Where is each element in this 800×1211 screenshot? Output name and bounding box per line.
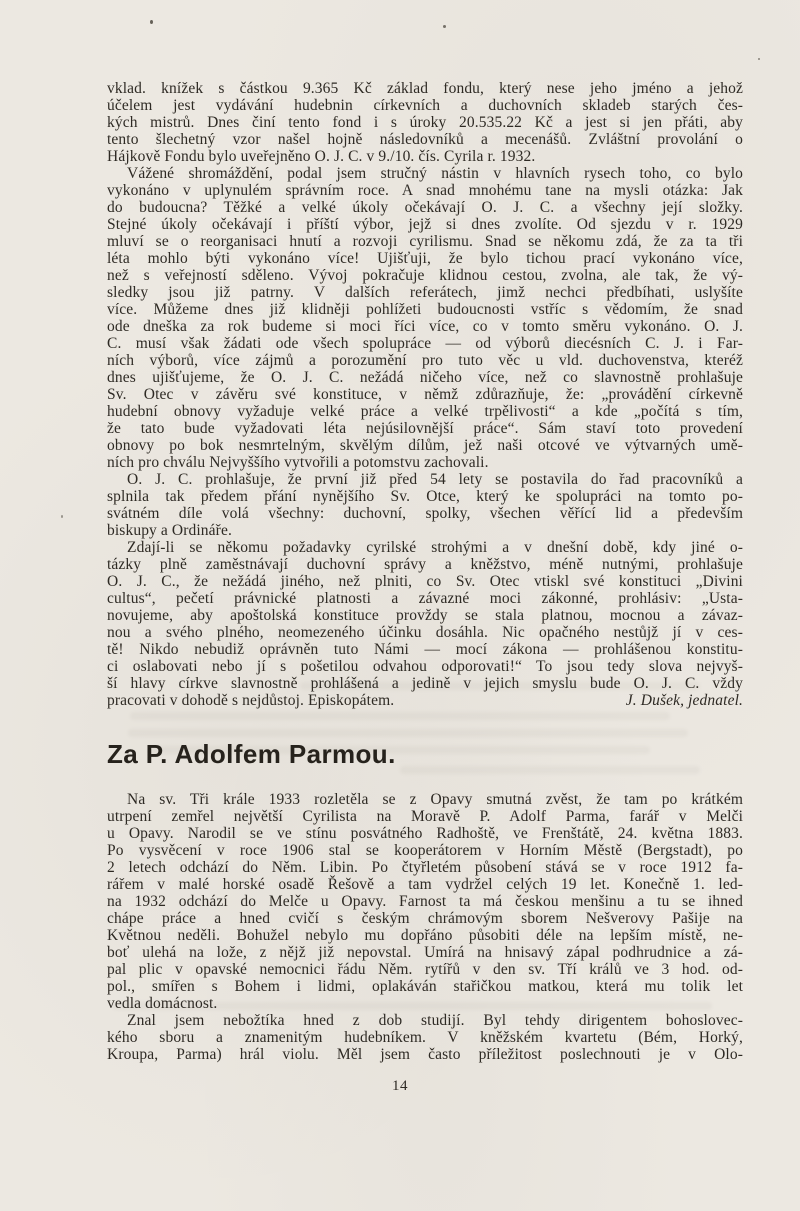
closing-text: pracovati v dohodě s nejdůstoj. Episkopátem. [107, 692, 395, 709]
text-column [107, 80, 743, 1063]
text-line: ních výborů, více zájmů a porozumění pro tuto věc u vld. duchovenstva, kteréž [107, 352, 743, 369]
text-line: kého sboru a znamenitým hudebníkem. V kněžském kvartetu (Bém, Horký, [107, 1029, 743, 1046]
text-line: Po vysvěcení v roce 1906 stal se kooperátorem v Horním Městě (Bergstadt), po [107, 842, 743, 859]
text-line: účelem jest vydávání hudebnin církevních a duchovních skladeb starých čes- [107, 97, 743, 114]
text-line: tázky plně zaměstnávají duchovní správy a kněžstvo, méně nutnými, prohlašuje [107, 556, 743, 573]
text-line: ních pro chválu Nejvyššího vytvořili a potomstvu zachovali. [107, 454, 489, 471]
text-line: Sv. Otec v závěru své konstituce, v němž zdůrazňuje, že: „provádění církevně [107, 386, 743, 403]
signature: J. Dušek, jednatel. [625, 692, 743, 709]
text-line: utrpení zemřel největší Cyrilista na Moravě P. Adolf Parma, farář v Melči [107, 808, 743, 825]
paragraph [107, 539, 743, 709]
paper-speck [150, 20, 153, 24]
signature-line [107, 692, 743, 709]
text-line: pal plic v opavské nemocnici řádu Něm. rytířů v den sv. Tří králů ve 3 hod. od- [107, 961, 743, 978]
paragraph [107, 1012, 743, 1063]
text-line: obnovy po bok nesmrtelným, skvělým dílům, jež naši otcové ve výtvarných umě- [107, 437, 743, 454]
text-line: kých mistrů. Dnes činí tento fond i s úroky 20.535.22 Kč a jest si jen přáti, aby [107, 114, 743, 131]
text-line: vykonáno v uplynulém správním roce. A snad mnohému tane na mysli otázka: Jak [107, 182, 743, 199]
text-line: O. J. C. prohlašuje, že první již před 54 lety se postavila do řad pracovníků a [127, 471, 743, 488]
paper-speck [443, 25, 446, 28]
text-line: C. musí však žádati ode všech spolupráce — od výborů diecésních C. J. i Far- [107, 335, 743, 352]
text-line: ší hlavy církve slavnostně prohlášená a jedině v jejich smyslu bude O. J. C. vždy [107, 675, 743, 692]
text-line: více. Můžeme dnes již klidněji pohlížeti budoucnosti vstříc s vědomím, že snad [107, 301, 743, 318]
text-line: mluví se o reorganisaci hnutí a rozvoji cyrilismu. Snad se někomu zdá, že za ta tři [107, 233, 743, 250]
text-line: tento šlechetný vzor našel hojně následovníků a mecenášů. Zvláštní provolání o [107, 131, 743, 148]
paragraph [107, 165, 743, 471]
text-line: než s veřejností sděleno. Vývoj pokračuje klidnou cestou, zvolna, ale tak, že vý- [107, 267, 743, 284]
text-line: ode dneška za rok budeme si moci říci více, co v tomto směru vykonáno. O. J. [107, 318, 743, 335]
text-line: že tato bude vyžadovati léta nejúsilovnější práce“. Sám staví toto provedení [107, 420, 743, 437]
text-line: vedla domácnost. [107, 995, 218, 1012]
text-line: sledky jsou již patrny. V dalších referátech, jimž nechci předbíhati, uslyšíte [107, 284, 743, 301]
text-line: léta mohlo býti vykonáno více! Ujišťuji, že bylo tichou prací vykonáno více, [107, 250, 743, 267]
text-line: cultus“, pečetí právnické platnosti a závazné moci zákonné, prohlásiv: „Usta- [107, 590, 743, 607]
text-line: hudební obnovy vyžaduje velké práce a velké trpělivosti“ a kde „počítá s tím, [107, 403, 743, 420]
text-line: do budoucna? Těžké a velké úkoly očekávají O. J. C. a všechny její složky. [107, 199, 743, 216]
text-line: Stejné úkoly očekávají i příští výbor, jejž si dnes zvolíte. Od sjezdu v r. 1929 [107, 216, 743, 233]
text-line: Hájkově Fondu bylo uveřejněno O. J. C. v 9./10. čís. Cyrila r. 1932. [107, 148, 536, 165]
text-line: Kroupa, Parma) hrál violu. Měl jsem často příležitost poslechnouti je v Olo- [107, 1046, 743, 1063]
text-line: Květnou neděli. Bohužel nebylo mu dopřáno působiti déle na lepším místě, ne- [107, 927, 743, 944]
text-line: pol., smířen s Bohem i lidmi, oplakáván stařičkou matkou, která mu tolik let [107, 978, 743, 995]
text-line: 2 letech odchází do Něm. Libin. Po čtyřletém působení stává se v roce 1912 fa- [107, 859, 743, 876]
text-line: tě! Nikdo nebudiž oprávněn tuto Námi — mocí zákona — prohlášenou konstitu- [107, 641, 743, 658]
text-line: Vážené shromáždění, podal jsem stručný nástin v hlavních rysech toho, co bylo [127, 165, 743, 182]
paragraph [107, 471, 743, 539]
paper-speck [758, 58, 760, 60]
text-line: nou a svého plného, neomezeného účinku dosáhla. Nic opačného nestůjž jí v ces- [107, 624, 743, 641]
text-line: vklad. knížek s částkou 9.365 Kč základ fondu, který nese jeho jméno a jehož [107, 80, 743, 97]
text-line: biskupy a Ordináře. [107, 522, 232, 539]
page-number: 14 [392, 1078, 408, 1094]
text-line: ci oslabovati nebo jí s pošetilou odvahou odporovati!“ To jsou tedy slova nejvyš- [107, 658, 743, 675]
text-line: na 1932 odchází do Melče u Opavy. Farnost ta má českou menšinu a tu se ihned [107, 893, 743, 910]
text-line: splnila tak předem přání nynějšího Sv. Otce, který ke spolupráci na tomto po- [107, 488, 743, 505]
paragraph [107, 791, 743, 1012]
text-line: chápe práce a hned cvičí s českým chrámovým sborem Nešverovy Pašije na [107, 910, 743, 927]
text-line: O. J. C., že nežádá jiného, než plniti, co Sv. Otec vtiskl své konstituci „Divini [107, 573, 743, 590]
text-line: novujeme, aby apoštolská konstituce provždy se stala platnou, mocnou a závaz- [107, 607, 743, 624]
text-line: rářem v malé horské osadě Řešově a tam vydržel celých 19 let. Konečně 1. led- [107, 876, 743, 893]
text-line: Znal jsem nebožtíka hned z dob studijí. Byl tehdy dirigentem bohoslovec- [127, 1012, 743, 1029]
text-line: Na sv. Tři krále 1933 rozletěla se z Opavy smutná zvěst, že tam po krátkém [127, 791, 743, 808]
text-line: svátném díle volá všechny: duchovní, spolky, všechen věřící lid a především [107, 505, 743, 522]
section-heading: Za P. Adolfem Parmou. [107, 739, 396, 769]
text-line: dnes ujišťujeme, že O. J. C. nežádá ničeho více, než co slavnostně prohlašuje [107, 369, 743, 386]
paper-speck [61, 515, 63, 518]
text-line: u Opavy. Narodil se ve stínu posvátného Radhoště, ve Frenštátě, 24. května 1883. [107, 825, 743, 842]
text-line: Zdají-li se někomu požadavky cyrilské strohými a v dnešní době, kdy jiné o- [127, 539, 743, 556]
text-line: boť ulehá na lože, z nějž již nepovstal. Umírá na hnisavý zápal podhrudnice a zá- [107, 944, 743, 961]
paragraph [107, 80, 743, 165]
